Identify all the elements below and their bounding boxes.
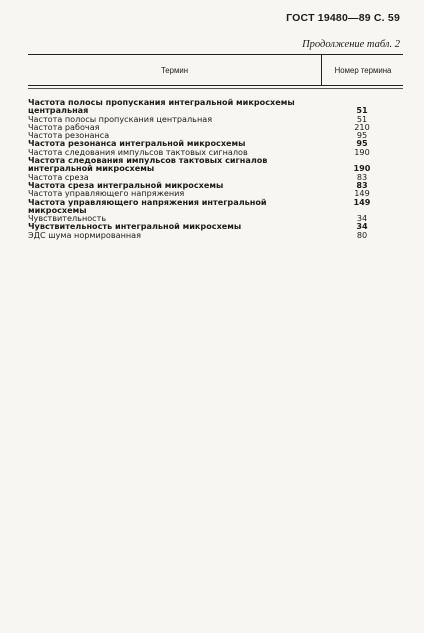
page-header: ГОСТ 19480—89 С. 59 [286,12,400,24]
number-cell: 83 [356,171,368,182]
number-cell: 95 [356,130,368,141]
term-cell: Чувствительность [28,213,107,224]
number-cell: 51 [356,105,368,116]
terms-table [28,54,403,239]
header-rule [28,86,403,89]
term-cell: Частота полосы пропускания интегральной микросхемы центральная [28,97,295,116]
number-cell: 34 [356,221,368,232]
term-cell: Частота управляющего напряжения [28,188,185,199]
number-cell: 51 [356,113,368,124]
table-row [28,156,403,173]
column-header-term: Термин [160,66,189,75]
term-cell: Частота рабочая [28,121,100,132]
column-header-number: Номер термина [334,66,392,75]
number-cell: 34 [356,213,368,224]
table-continuation-label: Продолжение табл. 2 [302,39,400,50]
number-cell: 83 [356,179,368,190]
number-cell: 190 [354,146,370,157]
term-cell: Чувствительность интегральной микросхемы [28,221,242,232]
term-cell: Частота управляющего напряжения интегральной микросхемы [28,196,267,215]
number-cell: 149 [353,196,371,207]
number-cell: 80 [356,229,368,240]
table-row [28,198,403,215]
number-cell: 95 [356,138,368,149]
term-cell: Частота среза интегральной микросхемы [28,179,224,190]
number-cell: 149 [354,188,370,199]
term-cell: Частота резонанса [28,130,110,141]
number-cell: 210 [354,121,370,132]
table-row [28,231,403,239]
term-cell: Частота среза [28,171,89,182]
term-cell: Частота следования импульсов тактовых сигналов интегральной микросхемы [28,155,268,174]
term-cell: Частота резонанса интегральной микросхемы [28,138,246,149]
table-body [28,98,403,239]
term-cell: Частота следования импульсов тактовых сигналов [28,146,248,157]
table-header [28,54,403,86]
column-divider [321,55,322,85]
number-cell: 190 [353,163,371,174]
term-cell: ЭДС шума нормированная [28,229,142,240]
table-row [28,98,403,115]
term-cell: Частота полосы пропускания центральная [28,113,213,124]
